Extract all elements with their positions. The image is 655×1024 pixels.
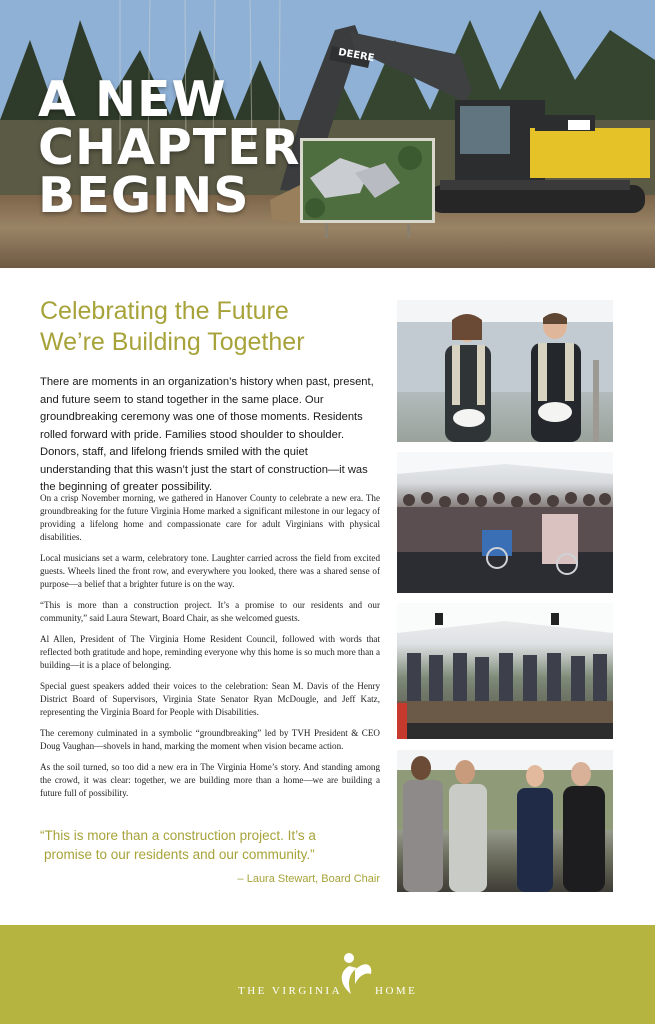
photo-guests-conversation <box>397 750 613 892</box>
body-paragraph: The ceremony culminated in a symbolic “groundbreaking” led by TVH President & CEO Doug Vaughan—shovels in hand, marking the moment when vision became action. <box>40 728 380 751</box>
deere-label: DEERE <box>337 47 376 65</box>
intro-paragraph: There are moments in an organization’s history when past, present, and future seem to stand together in the same place. Our groundbreaking ceremony was one of those moments. Residents rolled forward with pride. Families stood shoulder to shoulder. Donors, staff, and lifelong friends smiled with the quiet understanding that this wasn’t just the start of construction—it was the beginning of greater possibility. <box>40 376 374 493</box>
logo-text-left: THE VIRGINIA <box>238 985 343 997</box>
photo-groundbreaking-line <box>397 603 613 739</box>
headline-line-2: We’re Building Together <box>40 328 305 356</box>
body-paragraph: Local musicians set a warm, celebratory tone. Laughter carried across the field from excited guests. Wheels lined the front row, and everywhere you looked, there was a shared sense of purpose—a belief that a brighter future is on the way. <box>40 553 380 589</box>
footer-band <box>0 925 655 1024</box>
hero-title-line-1: A NEW <box>38 71 227 128</box>
pull-quote-attribution: – Laura Stewart, Board Chair <box>237 873 380 885</box>
photo-two-residents-with-shovels <box>397 300 613 442</box>
photo-crowd-under-tent <box>397 452 613 593</box>
body-paragraph: Special guest speakers added their voices to the celebration: Sean M. Davis of the Henry District Board of Supervisors, Virginia State Senator Ryan McDougle, and Jeff Katz, representing the Virginia Board for People with Disabilities. <box>40 681 380 717</box>
headline-line-1: Celebrating the Future <box>40 297 289 325</box>
pull-quote-line-1: “This is more than a construction project. It’s a <box>40 828 316 843</box>
hero-title-line-3: BEGINS <box>38 167 250 224</box>
article-body <box>40 492 380 808</box>
pull-quote-line-2: promise to our residents and our community.” <box>44 847 315 862</box>
site-rendering-sign <box>300 138 435 238</box>
logo-text-right: HOME <box>375 985 418 997</box>
body-paragraph: On a crisp November morning, we gathered in Hanover County to celebrate a new era. The groundbreaking for the future Virginia Home marked a significant milestone in our legacy of providing a lifelong home and compassionate care for adult Virginians with physical disabilities. <box>40 493 380 542</box>
body-paragraph: As the soil turned, so too did a new era in The Virginia Home’s story. And standing among the crowd, it was clear: together, we are building more than a home—we are building a future full of possibility. <box>40 762 380 798</box>
hero-banner <box>0 0 655 268</box>
body-paragraph: Al Allen, President of The Virginia Home Resident Council, followed with words that reflected both gratitude and hope, reminding everyone why this home is so much more than a building—it is a place of belonging. <box>40 634 380 670</box>
article-headline <box>40 296 380 358</box>
body-paragraph: “This is more than a construction project. It’s a promise to our residents and our community,” said Laura Stewart, Board Chair, as she welcomed guests. <box>40 600 380 623</box>
pull-quote <box>40 826 380 864</box>
hero-title <box>38 71 301 224</box>
hero-title-line-2: CHAPTER <box>38 119 301 176</box>
